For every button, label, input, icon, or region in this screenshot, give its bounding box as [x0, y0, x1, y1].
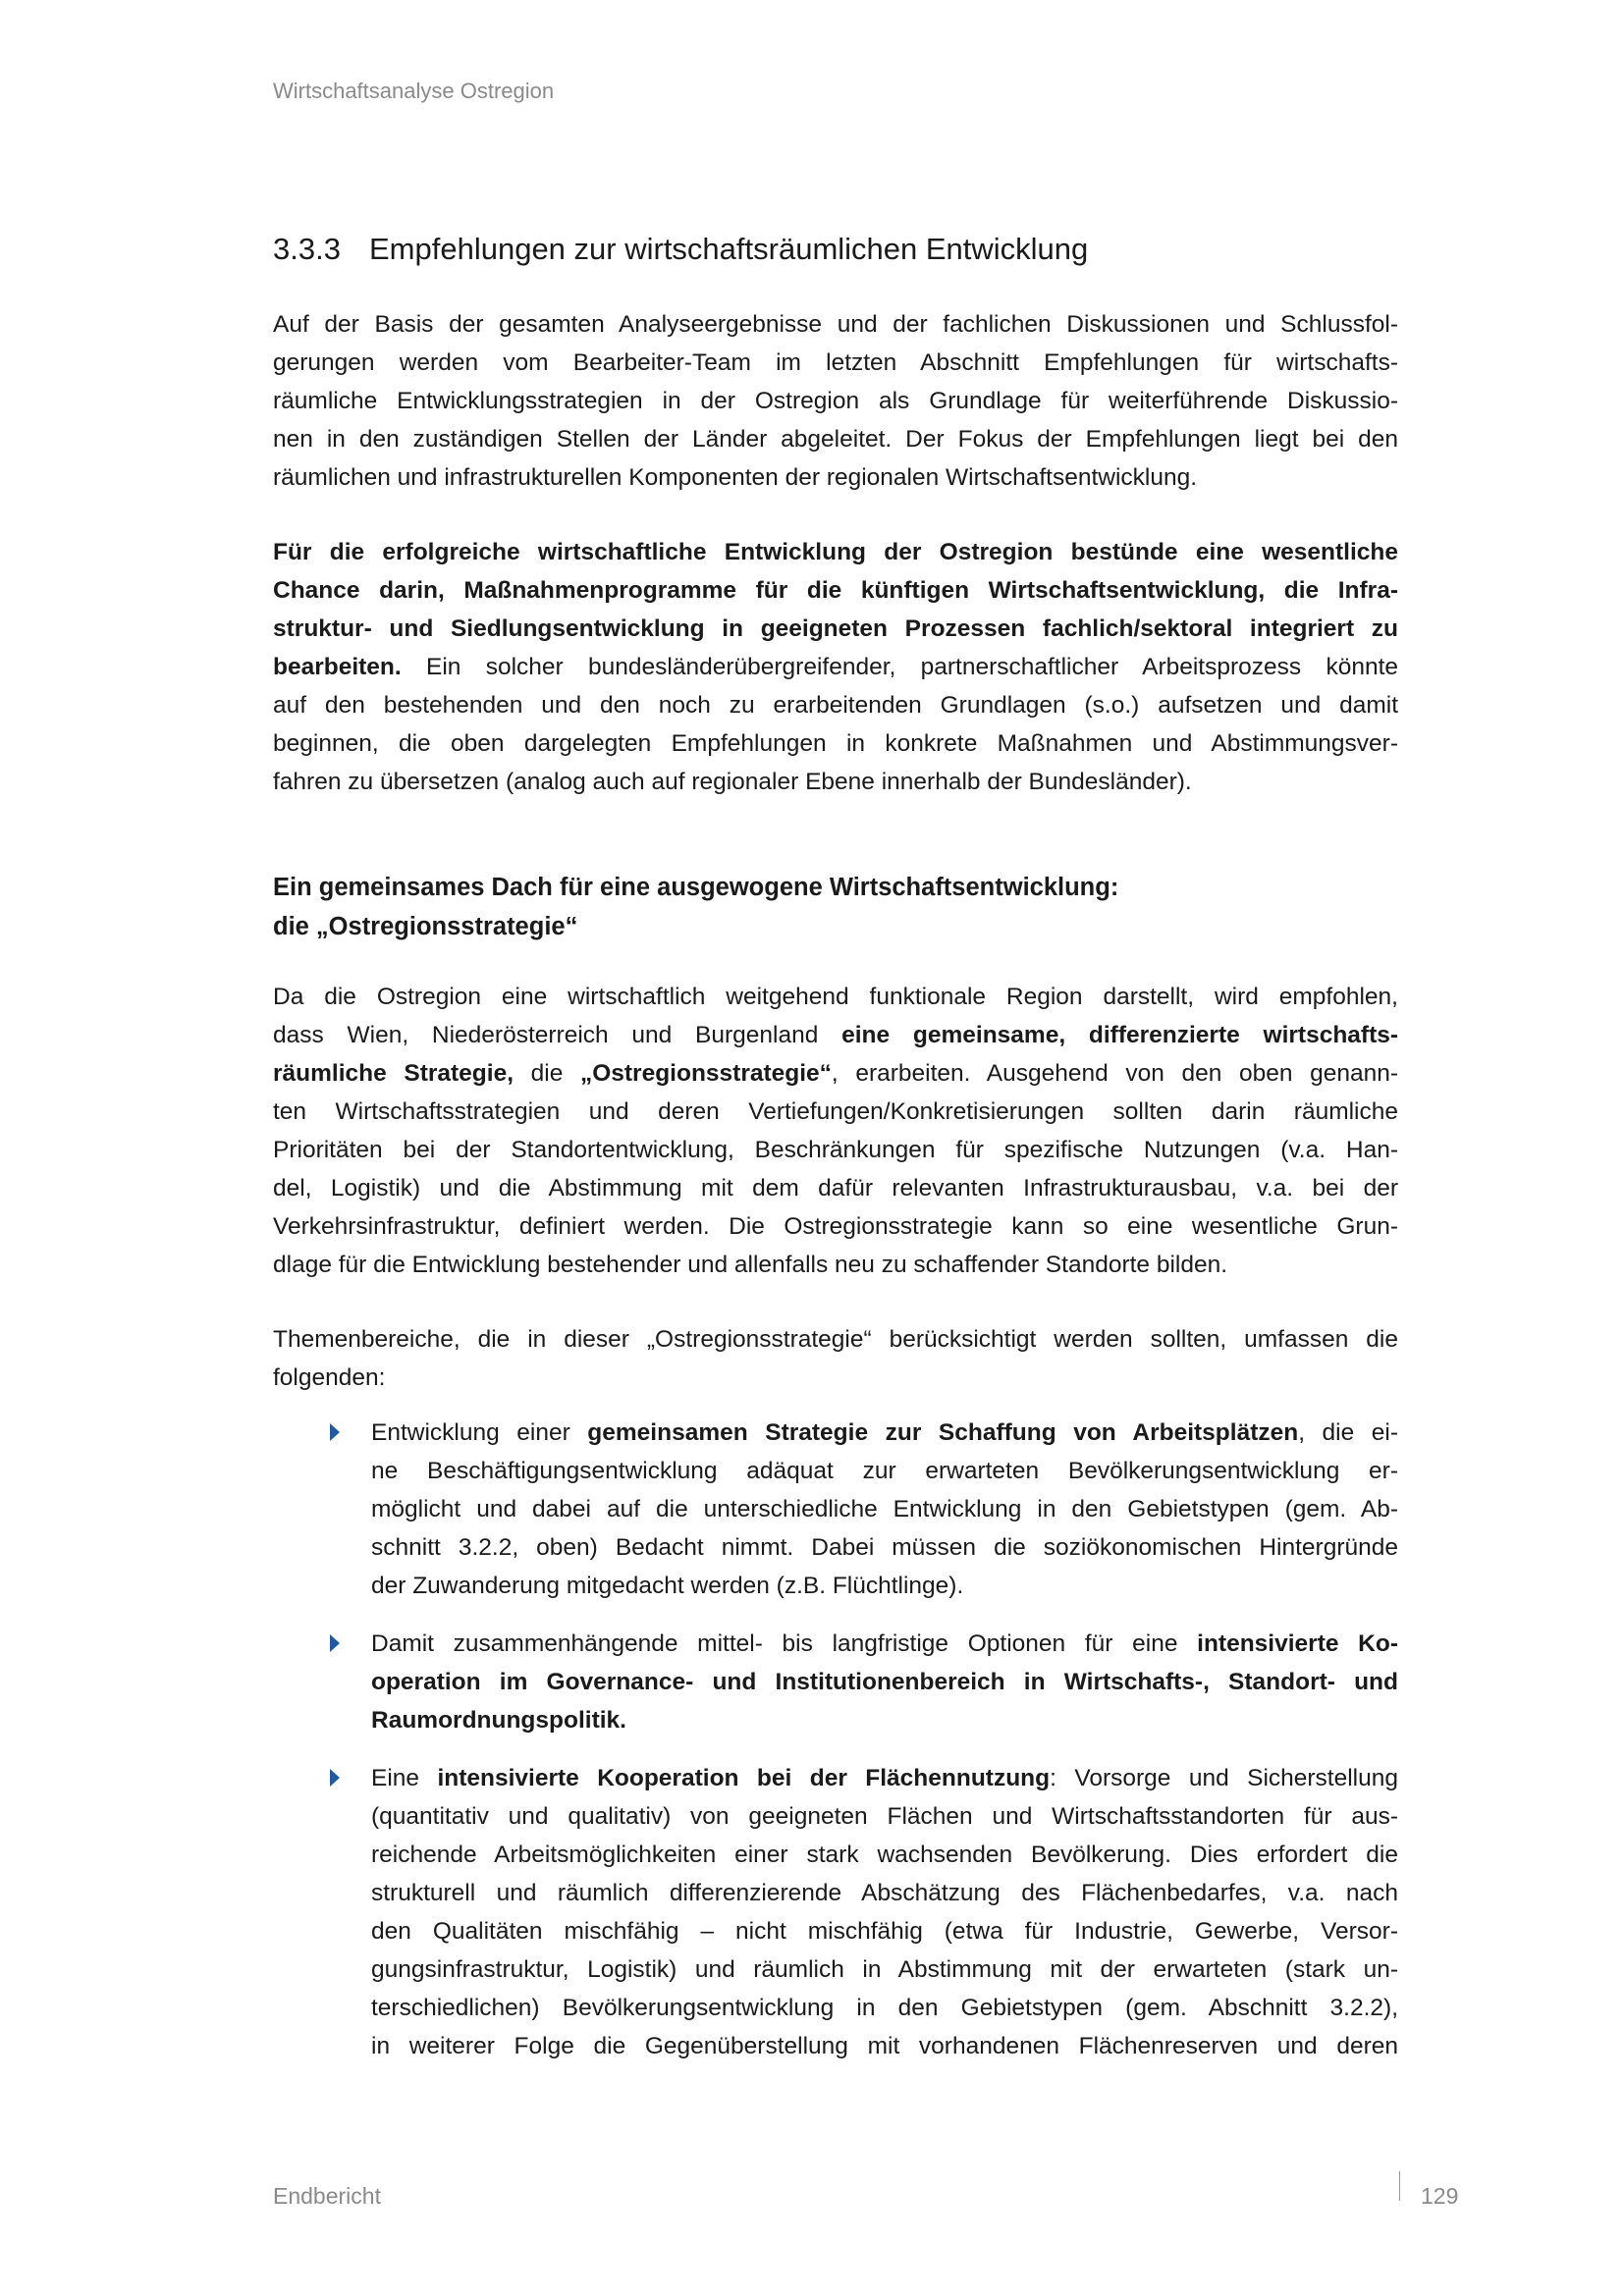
text-line: Da die Ostregion eine wirtschaftlich weitgehend funktionale Region darstellt, wird empfohlen, [273, 984, 1398, 1010]
section-heading [273, 232, 1088, 267]
text-line: Chance darin, Maßnahmenprogramme für die künftigen Wirtschaftsentwicklung, die Infra- [273, 577, 1398, 604]
subheading [273, 868, 1118, 946]
running-header: Wirtschaftsanalyse Ostregion [273, 79, 555, 103]
text-line: bearbeiten. Ein solcher bundesländerübergreifender, partnerschaftlicher Arbeitsprozess könnte [273, 654, 1398, 680]
text-line: Themenbereiche, die in dieser „Ostregionsstrategie“ berücksichtigt werden sollten, umfassen die [273, 1326, 1398, 1353]
text-line: Für die erfolgreiche wirtschaftliche Entwicklung der Ostregion bestünde eine wesentliche [273, 539, 1398, 565]
triangle-bullet-icon [330, 1423, 340, 1441]
text-line: folgenden: [273, 1364, 386, 1391]
text-line: terschiedlichen) Bevölkerungsentwicklung in den Gebietstypen (gem. Abschnitt 3.2.2), [371, 1995, 1398, 2021]
text-line: struktur- und Siedlungsentwicklung in geeigneten Prozessen fachlich/sektoral integriert zu [273, 615, 1398, 642]
paragraph-strategy [273, 978, 1398, 1284]
footer-label: Endbericht [273, 2183, 381, 2209]
text-line: ne Beschäftigungsentwicklung adäquat zur erwarteten Bevölkerungsentwicklung er- [371, 1458, 1398, 1484]
text-line: reichende Arbeitsmöglichkeiten einer stark wachsenden Bevölkerung. Dies erfordert die [371, 1842, 1398, 1868]
text-line: del, Logistik) und die Abstimmung mit dem dafür relevanten Infrastrukturausbau, v.a. bei der [273, 1175, 1398, 1201]
text-line: räumliche Entwicklungsstrategien in der Ostregion als Grundlage für weiterführende Diskussio- [273, 388, 1398, 414]
text-line: dass Wien, Niederösterreich und Burgenland eine gemeinsame, differenzierte wirtschafts- [273, 1022, 1399, 1048]
list-item-text [371, 1759, 1398, 2065]
text-line: operation im Governance- und Institutionenbereich in Wirtschafts-, Standort- und [371, 1669, 1398, 1695]
text-line: fahren zu übersetzen (analog auch auf regionaler Ebene innerhalb der Bundesländer). [273, 769, 1192, 795]
text-line: den Qualitäten mischfähig – nicht mischfähig (etwa für Industrie, Gewerbe, Versor- [371, 1918, 1398, 1945]
text-line: Damit zusammenhängende mittel- bis langfristige Optionen für eine intensivierte Ko- [371, 1630, 1398, 1657]
text-line: Prioritäten bei der Standortentwicklung, Beschränkungen für spezifische Nutzungen (v.a. Han- [273, 1137, 1398, 1163]
section-title: Empfehlungen zur wirtschaftsräumlichen Entwicklung [369, 232, 1089, 266]
paragraph-intro [273, 305, 1398, 497]
triangle-bullet-icon [330, 1634, 340, 1652]
paragraph-recommendation [273, 533, 1398, 801]
list-item-text [371, 1414, 1398, 1605]
text-line: beginnen, die oben dargelegten Empfehlungen in konkrete Maßnahmen und Abstimmungsver- [273, 730, 1398, 757]
text-line: auf den bestehenden und den noch zu erarbeitenden Grundlagen (s.o.) aufsetzen und damit [273, 692, 1398, 719]
text-line: strukturell und räumlich differenzierende Abschätzung des Flächenbedarfes, v.a. nach [371, 1880, 1398, 1906]
text-line: möglicht und dabei auf die unterschiedliche Entwicklung in den Gebietstypen (gem. Ab- [371, 1496, 1398, 1522]
footer-divider [1399, 2171, 1400, 2201]
section-number: 3.3.3 [273, 232, 341, 266]
text-line: Auf der Basis der gesamten Analyseergebnisse und der fachlichen Diskussionen und Schlussfol- [273, 311, 1398, 338]
text-line: Eine intensivierte Kooperation bei der Flächennutzung: Vorsorge und Sicherstellung [371, 1765, 1399, 1791]
subheading-line: Ein gemeinsames Dach für eine ausgewogene Wirtschaftsentwicklung: [273, 874, 1119, 901]
text-line: gerungen werden vom Bearbeiter-Team im letzten Abschnitt Empfehlungen für wirtschafts- [273, 349, 1398, 376]
text-line: der Zuwanderung mitgedacht werden (z.B. Flüchtlinge). [371, 1573, 964, 1599]
list-item-text [371, 1625, 1398, 1739]
text-line: räumlichen und infrastrukturellen Komponenten der regionalen Wirtschaftsentwicklung. [273, 464, 1198, 491]
text-line: Verkehrsinfrastruktur, definiert werden. Die Ostregionsstrategie kann so eine wesentliche Grun- [273, 1213, 1398, 1240]
text-line: gungsinfrastruktur, Logistik) und räumlich in Abstimmung mit der erwarteten (stark un- [371, 1956, 1398, 1983]
text-line: Entwicklung einer gemeinsamen Strategie zur Schaffung von Arbeitsplätzen, die ei- [371, 1419, 1399, 1446]
text-line: schnitt 3.2.2, oben) Bedacht nimmt. Dabei müssen die soziökonomischen Hintergründe [371, 1534, 1398, 1561]
text-line: ten Wirtschaftsstrategien und deren Vertiefungen/Konkretisierungen sollten darin räumliche [273, 1098, 1398, 1125]
subheading-line: die „Ostregionsstrategie“ [273, 913, 578, 940]
text-line: in weiterer Folge die Gegenüberstellung mit vorhandenen Flächenreserven und deren [371, 2033, 1398, 2059]
triangle-bullet-icon [330, 1769, 340, 1787]
text-line: Raumordnungspolitik. [371, 1707, 626, 1734]
text-line: dlage für die Entwicklung bestehender und allenfalls neu zu schaffender Standorte bilden. [273, 1252, 1228, 1278]
text-line: nen in den zuständigen Stellen der Länder abgeleitet. Der Fokus der Empfehlungen liegt bei den [273, 426, 1398, 453]
text-line: räumliche Strategie, die „Ostregionsstrategie“, erarbeiten. Ausgehend von den oben genann- [273, 1060, 1398, 1087]
text-line: (quantitativ und qualitativ) von geeigneten Flächen und Wirtschaftsstandorten für aus- [371, 1803, 1398, 1830]
page-number: 129 [1421, 2183, 1459, 2209]
paragraph-topics-intro [273, 1320, 1398, 1397]
